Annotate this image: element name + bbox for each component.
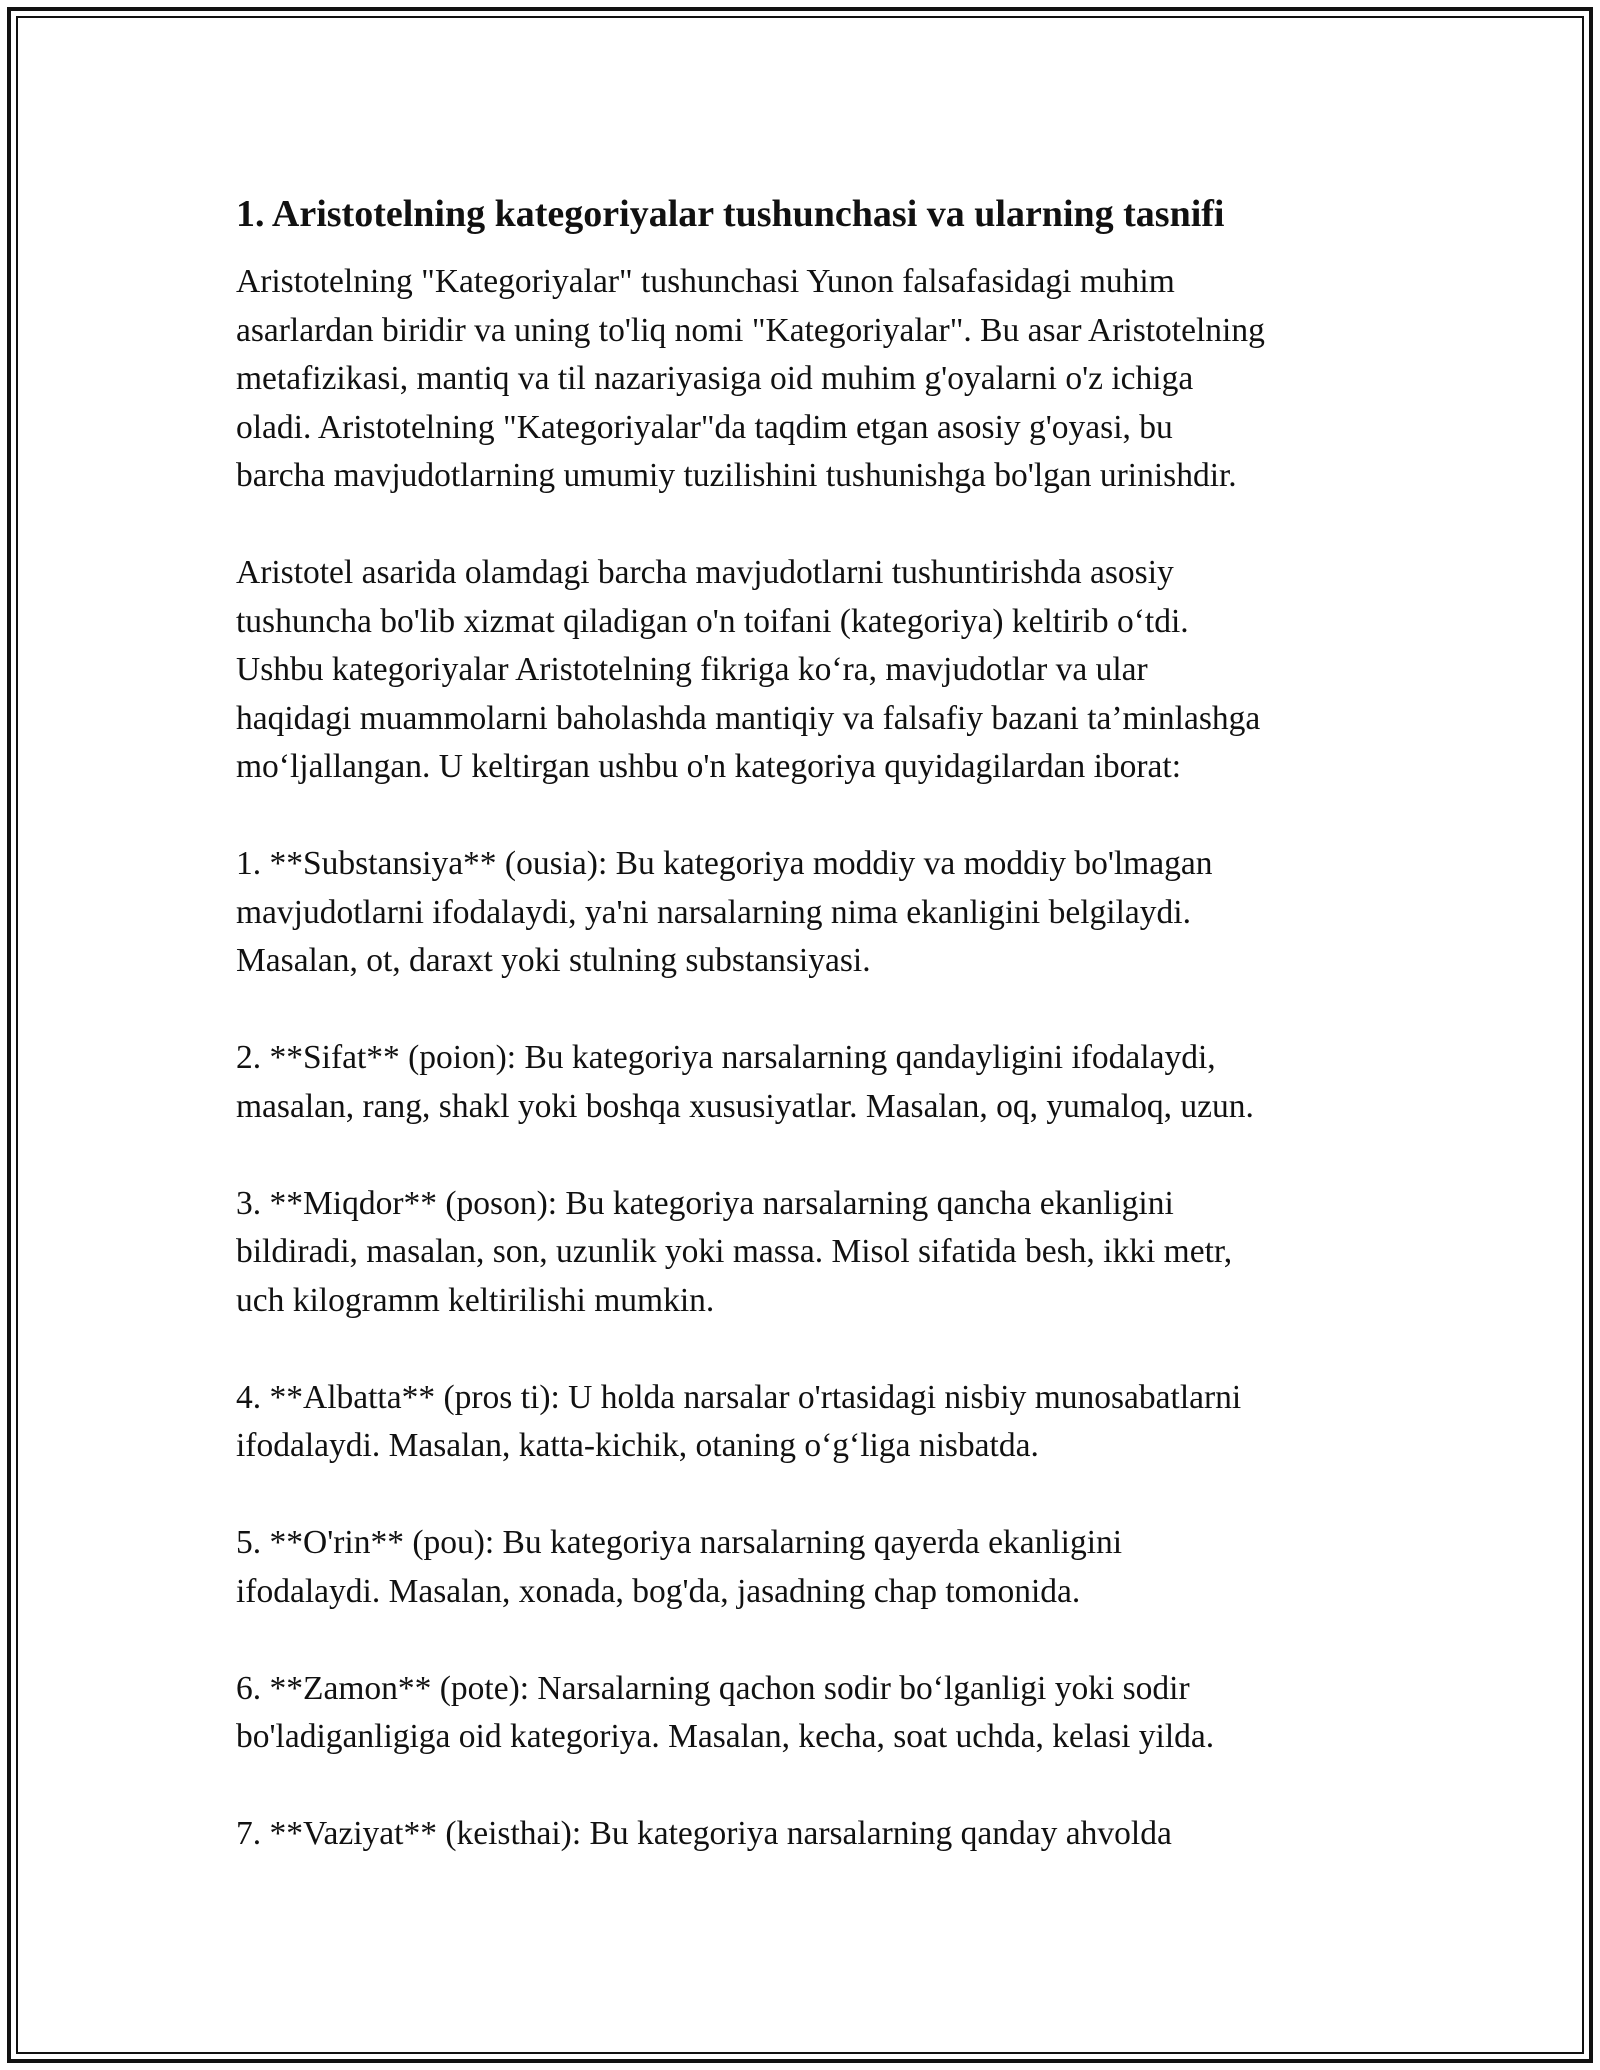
list-item-zamon [236, 1665, 1376, 1762]
text-line: ifodalaydi. Masalan, xonada, bog'da, jasadning chap tomonida. [236, 1572, 1081, 1610]
text-line: Masalan, ot, daraxt yoki stulning substansiyasi. [236, 942, 871, 979]
text-line: masalan, rang, shakl yoki boshqa xususiyatlar. Masalan, oq, yumaloq, uzun. [236, 1087, 1254, 1125]
text-line: asarlardan biridir va uning to'liq nomi "Kategoriyalar". Bu asar Aristotelning [236, 311, 1265, 349]
text-line: tushuncha bo'lib xizmat qiladigan o'n toifani (kategoriya) keltirib o‘tdi. [236, 602, 1189, 640]
text-line: 3. **Miqdor** (poson): Bu kategoriya narsalarning qancha ekanligini [236, 1184, 1174, 1222]
list-item-orin [236, 1519, 1376, 1616]
text-line: barcha mavjudotlarning umumiy tuzilishini tushunishga bo'lgan urinishdir. [236, 457, 1237, 494]
text-line: bildiradi, masalan, son, uzunlik yoki massa. Misol sifatida besh, ikki metr, [236, 1233, 1233, 1270]
text-line: metafizikasi, mantiq va til nazariyasiga oid muhim g'oyalarni o'z ichiga [236, 360, 1194, 397]
text-line: 2. **Sifat** (poion): Bu kategoriya narsalarning qandayligini ifodalaydi, [236, 1039, 1216, 1076]
list-item-sifat [236, 1034, 1376, 1131]
text-line: 1. **Substansiya** (ousia): Bu kategoriya moddiy va moddiy bo'lmagan [236, 845, 1213, 882]
text-line: Ushbu kategoriyalar Aristotelning fikriga ko‘ra, mavjudotlar va ular [236, 651, 1148, 688]
text-line: 4. **Albatta** (pros ti): U holda narsalar o'rtasidagi nisbiy munosabatlarni [236, 1378, 1242, 1416]
text-line: 5. **O'rin** (pou): Bu kategoriya narsalarning qayerda ekanligini [236, 1524, 1123, 1561]
text-line: 6. **Zamon** (pote): Narsalarning qachon sodir bo‘lganligi yoki sodir [236, 1669, 1190, 1707]
text-line: oladi. Aristotelning "Kategoriyalar"da taqdim etgan asosiy g'oyasi, bu [236, 408, 1173, 446]
text-line: uch kilogramm keltirilishi mumkin. [236, 1281, 715, 1319]
list-item-albatta [236, 1374, 1376, 1471]
text-line: Aristotelning "Kategoriyalar" tushunchasi Yunon falsafasidagi muhim [236, 263, 1175, 300]
list-item-miqdor [236, 1180, 1376, 1326]
list-item-vaziyat [236, 1810, 1376, 1859]
text-line: mavjudotlarni ifodalaydi, ya'ni narsalarning nima ekanligini belgilaydi. [236, 893, 1191, 931]
paragraph-intro [236, 258, 1376, 501]
text-line: Aristotel asarida olamdagi barcha mavjudotlarni tushuntirishda asosiy [236, 554, 1174, 591]
text-line: mo‘ljallangan. U keltirgan ushbu o'n kategoriya quyidagilardan iborat: [236, 748, 1182, 785]
text-line: haqidagi muammolarni baholashda mantiqiy va falsafiy bazani ta’minlashga [236, 699, 1261, 737]
text-line: bo'ladiganligiga oid kategoriya. Masalan, kecha, soat uchda, kelasi yilda. [236, 1718, 1215, 1755]
document-body [236, 188, 1376, 1907]
section-heading: 1. Aristotelning kategoriyalar tushunchasi va ularning tasnifi [236, 193, 1225, 235]
list-item-substansiya [236, 840, 1376, 986]
text-line: 7. **Vaziyat** (keisthai): Bu kategoriya narsalarning qanday ahvolda [236, 1815, 1172, 1852]
text-line: ifodalaydi. Masalan, katta-kichik, otaning o‘g‘liga nisbatda. [236, 1427, 1039, 1464]
paragraph-categories-overview [236, 549, 1376, 792]
